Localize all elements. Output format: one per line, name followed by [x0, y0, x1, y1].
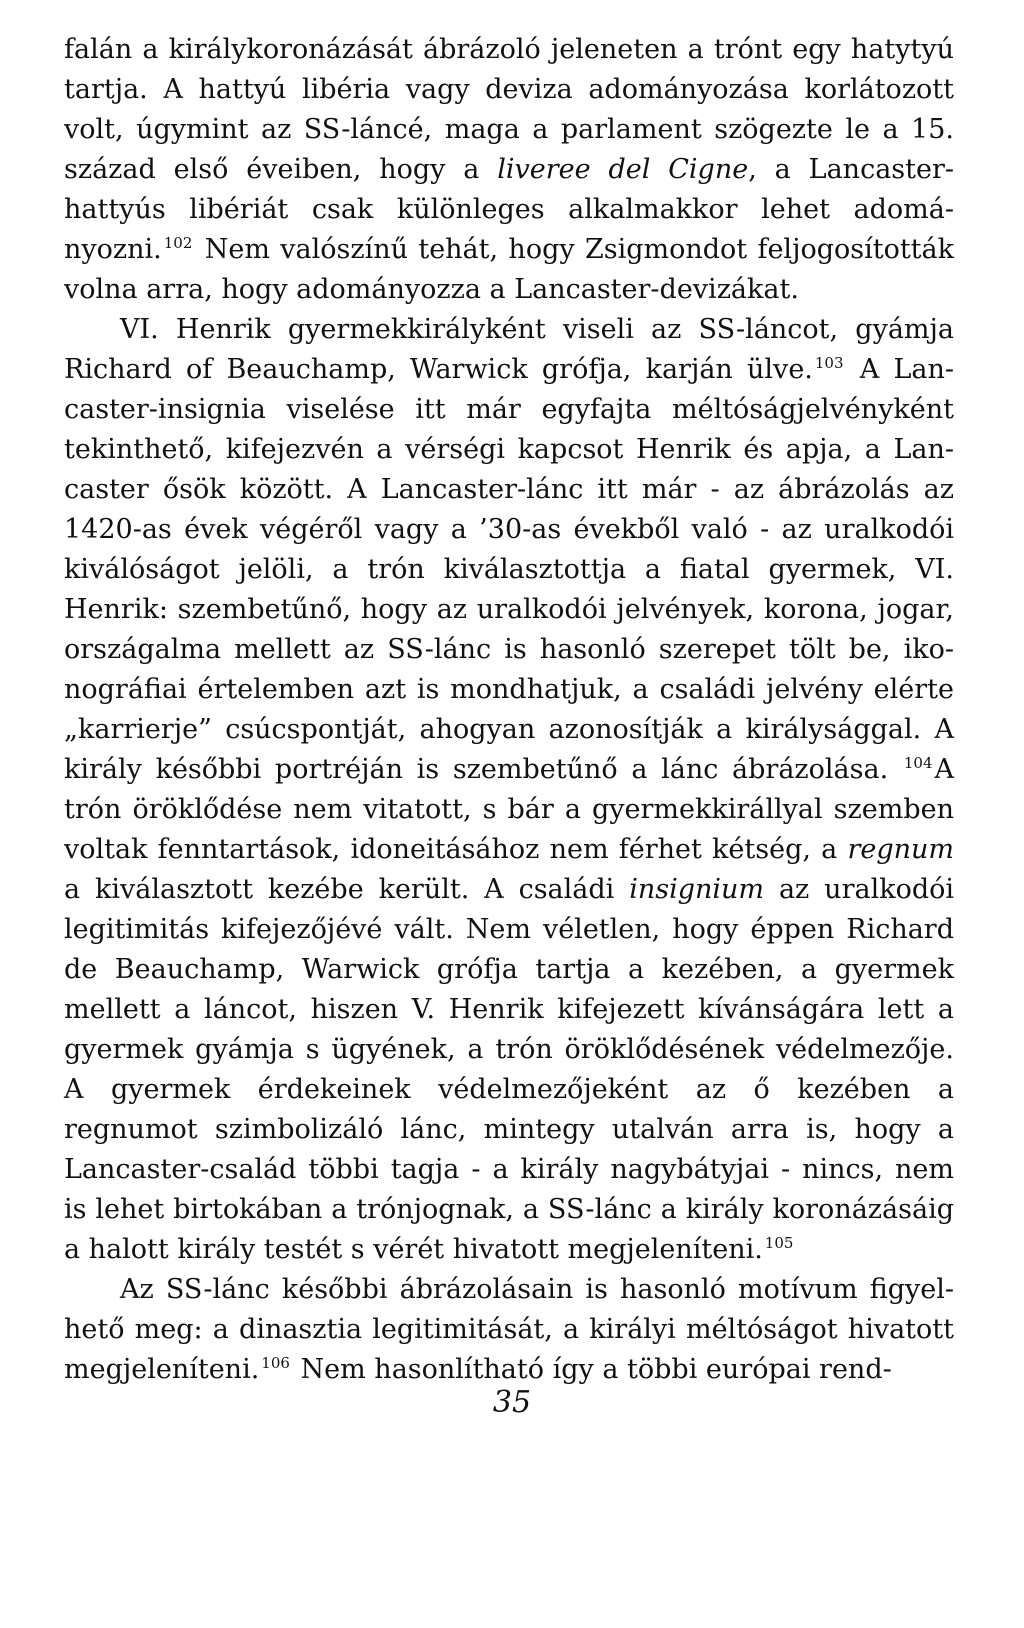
text-run: Nem hasonlítható így a többi európai rend- — [291, 1354, 892, 1385]
footnote-ref: 103 — [814, 354, 844, 372]
text-run: A Lancaster-insignia viselése itt már egyfajta méltóságjelvényként tekinthető, kifejezvén a vérségi kapcsot Henrik és apja, a Lancaster ősök között. A Lancaster-lánc itt már - az ábrázolás az 1420-as évek végéről vagy a ’30-as évekből való - az uralkodói kiválóságot jelöli, a trón kiválasztottja a fiatal gyermek, VI. Henrik: szembetűnő, hogy az uralkodói jelvények, korona, jogar, országalma mellett az SS-lánc is hasonló szerepet tölt be, ikonográfiai értelemben azt is mondhatjuk, a családi jelvény elérte „karrierje” csúcspontját, ahogyan azonosítják a királysággal. A király későbbi portréján is szembetűnő a lánc ábrázolása. — [64, 354, 954, 785]
text-run: A trón öröklődése nem vitatott, s bár a gyermekkirállyal szemben voltak fenntartások, idoneitásához nem férhet kétség, a — [64, 754, 954, 865]
footnote-ref: 102 — [163, 234, 193, 252]
italic-term: liveree del Cigne — [497, 154, 749, 185]
italic-term: insignium — [629, 874, 765, 905]
text-run: VI. Henrik gyermekkirályként viseli az SS-láncot, gyámja Richard of Beauchamp, Warwick grófja, karján ülve. — [64, 314, 954, 385]
page-text — [64, 30, 954, 1390]
paragraph-3 — [64, 1270, 954, 1390]
text-run: Nem valószínű tehát, hogy Zsigmondot feljogosították volna arra, hogy adományozza a Lancaster-devizákat. — [64, 234, 954, 305]
italic-term: regnum — [847, 834, 954, 865]
page-number: 35 — [492, 1385, 532, 1420]
text-run: Az SS-lánc későbbi ábrázolásain is hasonló motívum figyelhető meg: a dinasztia legitimitását, a királyi méltóságot hivatott megjeleníteni. — [64, 1274, 954, 1385]
text-run: a kiválasztott kezébe került. A családi — [64, 874, 630, 905]
text-run: falán a királykoronázását ábrázoló jeleneten a trónt egy hatytyú tartja. A hattyú libéria vagy deviza adományozása korlátozott volt, úgymint az SS-láncé, maga a parlament szögezte le a 15. század első éveiben, hogy a — [64, 34, 954, 185]
footnote-ref: 104 — [903, 754, 933, 772]
paragraph-2 — [64, 310, 954, 1270]
footnote-ref: 106 — [261, 1354, 290, 1372]
text-run: az uralkodói legitimitás kifejezőjévé vált. Nem véletlen, hogy éppen Richard de Beauchamp, Warwick grófja tartja a kezében, a gyermek mellett a láncot, hiszen V. Henrik kifejezett kívánságára lett a gyermek gyámja s ügyének, a trón öröklődésének védelmezője. A gyermek érdekeinek védelmezőjeként az ő kezében a regnumot szimbolizáló lánc, mintegy utalván arra is, hogy a Lancaster-család többi tagja - a király nagybátyjai - nincs, nem is lehet birtokában a trónjognak, a SS-lánc a király koronázásáig a halott király testét s vérét hivatott megjeleníteni. — [64, 874, 954, 1265]
text-run: , a Lancaster-hattyús libériát csak különleges alkalmakkor lehet adományozni. — [64, 154, 954, 265]
footnote-ref: 105 — [764, 1234, 794, 1252]
paragraph-1 — [64, 30, 954, 310]
